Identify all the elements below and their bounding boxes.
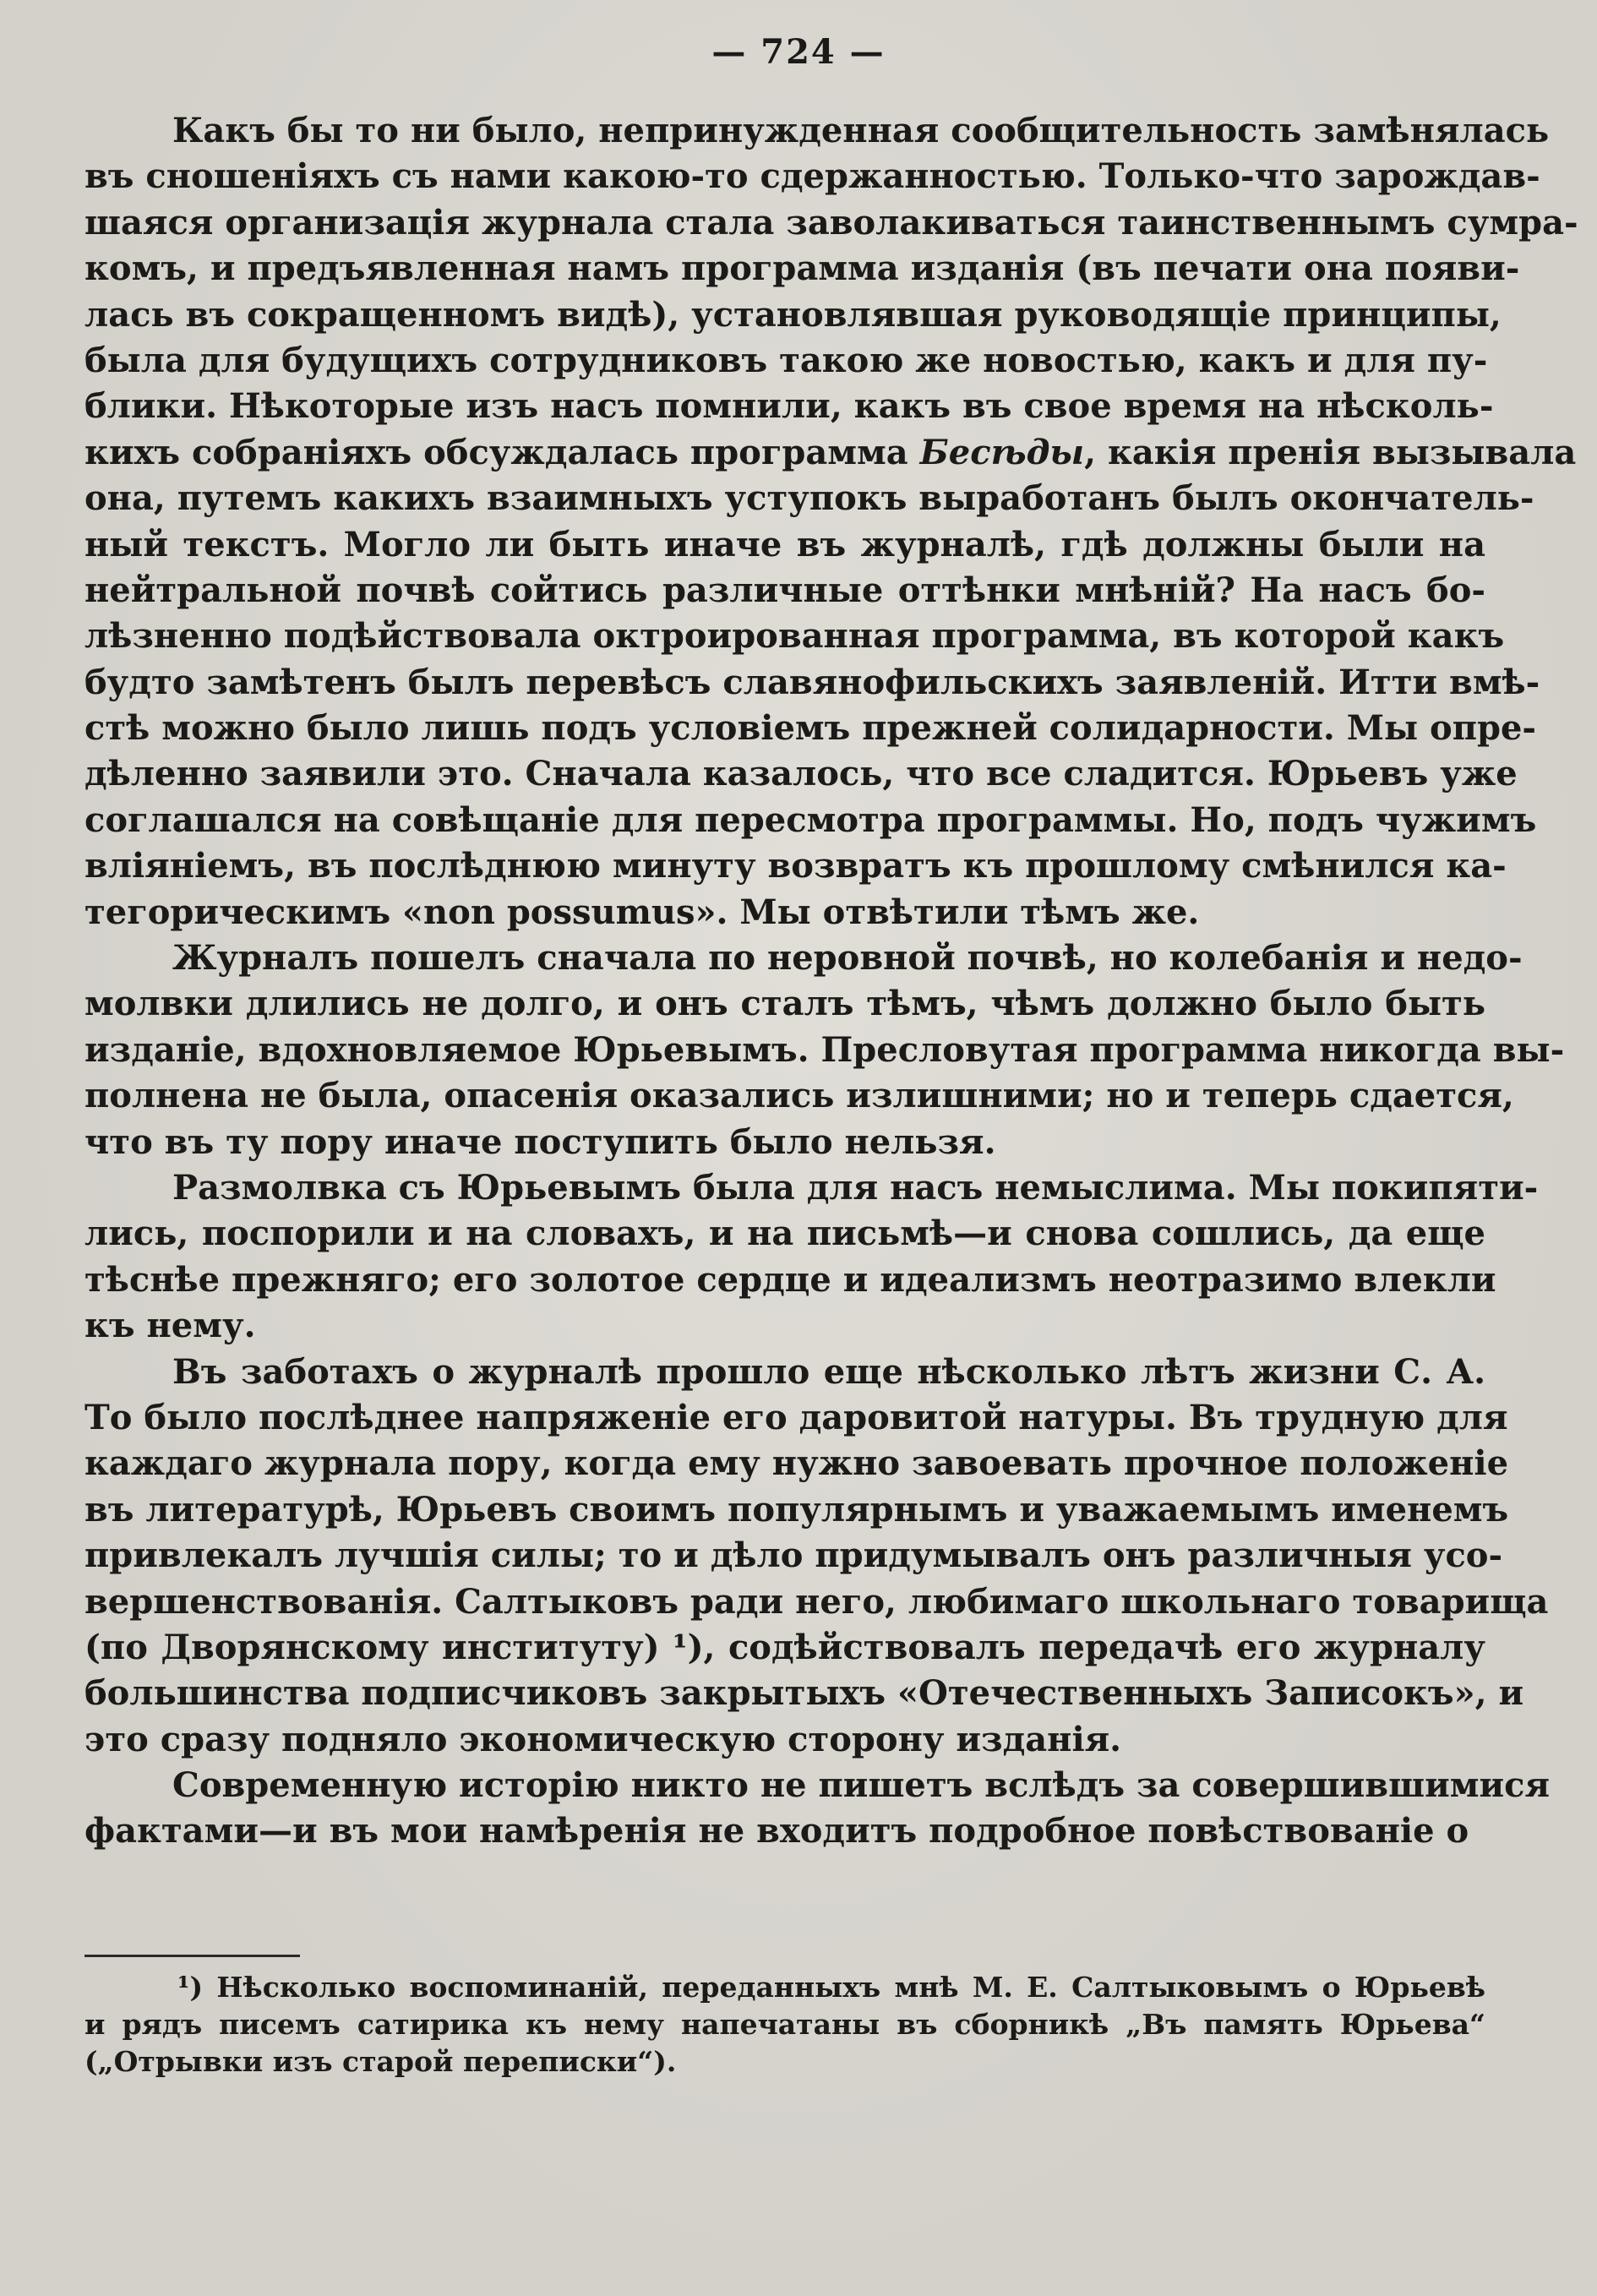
text-line: Журналъ пошелъ сначала по неровной почвѣ, но колебанія и недо- xyxy=(172,938,1523,979)
text-line: изданіе, вдохновляемое Юрьевымъ. Пресловутая программа никогда вы- xyxy=(84,1029,1565,1070)
paragraph xyxy=(84,108,1578,935)
footnote-separator xyxy=(84,1955,300,1957)
text-line: что въ ту пору иначе поступить было нельзя. xyxy=(84,1121,996,1162)
footnote-line: („Отрывки изъ старой переписки“). xyxy=(84,2045,677,2078)
text-line: была для будущихъ сотрудниковъ такою же новостью, какъ и для пу- xyxy=(84,340,1488,380)
italic-title: Бесѣды xyxy=(919,432,1085,472)
text-line: стѣ можно было лишь подъ условіемъ прежней солидарности. Мы опре- xyxy=(84,708,1537,749)
text-line: соглашался на совѣщаніе для пересмотра программы. Но, подъ чужимъ xyxy=(84,799,1537,840)
paragraph xyxy=(84,1165,1539,1350)
text-line: Современную исторію никто не пишетъ вслѣдъ за совершившимися xyxy=(172,1765,1551,1806)
text-line: въ литературѣ, Юрьевъ своимъ популярнымъ и уважаемымъ именемъ xyxy=(84,1489,1509,1530)
text-line: нейтральной почвѣ сойтись различные оттѣнки мнѣній? На насъ бо- xyxy=(84,570,1485,610)
text-line: большинства подписчиковъ закрытыхъ «Отечественныхъ Записокъ», и xyxy=(84,1673,1524,1714)
text-line: вліяніемъ, въ послѣднюю минуту возвратъ къ прошлому смѣнился ка- xyxy=(84,846,1507,886)
text-line: лась въ сокращенномъ видѣ), установлявшая руководящіе принципы, xyxy=(84,294,1502,335)
text-line: тегорическимъ «non possumus». Мы отвѣтили тѣмъ же. xyxy=(84,892,1200,932)
text-line: въ сношеніяхъ съ нами какою-то сдержанностью. Только-что зарождав- xyxy=(84,156,1540,197)
text-line: шаяся организація журнала стала заволакиваться таинственнымъ сумра- xyxy=(84,202,1578,243)
body-text xyxy=(84,108,1578,1855)
text-line: это сразу подняло экономическую сторону изданія. xyxy=(84,1719,1122,1759)
text-line: молвки длились не долго, и онъ сталъ тѣмъ, чѣмъ должно было быть xyxy=(84,984,1485,1024)
footnote xyxy=(84,1969,1485,2081)
text-line: она, путемъ какихъ взаимныхъ уступокъ выработанъ былъ окончатель- xyxy=(84,478,1534,519)
text-line: дѣленно заявили это. Сначала казалось, что все сладится. Юрьевъ уже xyxy=(84,754,1518,794)
text-line: къ нему. xyxy=(84,1306,256,1346)
text-line: комъ, и предъявленная намъ программа изданія (въ печати она появи- xyxy=(84,248,1520,289)
text-line: каждаго журнала пору, когда ему нужно завоевать прочное положеніе xyxy=(84,1443,1509,1484)
text-line: Какъ бы то ни было, непринужденная сообщительность замѣнялась xyxy=(172,111,1550,150)
paragraph xyxy=(84,1350,1549,1764)
text-line: То было послѣднее напряженіе его даровитой натуры. Въ трудную для xyxy=(84,1397,1508,1437)
footnote-line: ¹) Нѣсколько воспоминаній, переданныхъ мнѣ М. Е. Салтыковымъ о Юрьевѣ xyxy=(177,1971,1485,2004)
paragraph xyxy=(84,1763,1551,1855)
text-line: Въ заботахъ о журналѣ прошло еще нѣсколько лѣтъ жизни С. А. xyxy=(172,1351,1485,1392)
text-line: фактами—и въ мои намѣренія не входитъ подробное повѣствованіе о xyxy=(84,1811,1469,1852)
footnote-line: и рядъ писемъ сатирика къ нему напечатаны въ сборникѣ „Въ память Юрьева“ xyxy=(84,2008,1485,2041)
text-line: полнена не была, опасенія оказались излишними; но и теперь сдается, xyxy=(84,1076,1514,1116)
text-line: ный текстъ. Могло ли быть иначе въ журналѣ, гдѣ должны были на xyxy=(84,524,1485,564)
text-line: лѣзненно подѣйствовала октроированная программа, въ которой какъ xyxy=(84,616,1505,657)
text-line: вершенствованія. Салтыковъ ради него, любимаго школьнаго товарища xyxy=(84,1581,1549,1622)
text-line: привлекалъ лучшія силы; то и дѣло придумывалъ онъ различныя усо- xyxy=(84,1535,1503,1576)
page-number: — 724 — xyxy=(711,32,886,72)
text-line: Размолвка съ Юрьевымъ была для насъ немыслима. Мы покипяти- xyxy=(172,1167,1539,1208)
text-line: тѣснѣе прежняго; его золотое сердце и идеализмъ неотразимо влекли xyxy=(84,1259,1496,1300)
text-line: блики. Нѣкоторые изъ насъ помнили, какъ въ свое время на нѣсколь- xyxy=(84,386,1494,427)
paragraph xyxy=(84,935,1565,1165)
text-line: будто замѣтенъ былъ перевѣсъ славянофильскихъ заявленій. Итти вмѣ- xyxy=(84,662,1540,702)
text-line: (по Дворянскому институту) ¹), содѣйствовалъ передачѣ его журналу xyxy=(84,1627,1485,1667)
text-line: кихъ собраніяхъ обсуждалась программа Бесѣды, какія пренія вызывала xyxy=(84,432,1577,472)
text-line: лись, поспорили и на словахъ, и на письмѣ—и снова сошлись, да еще xyxy=(84,1213,1485,1254)
